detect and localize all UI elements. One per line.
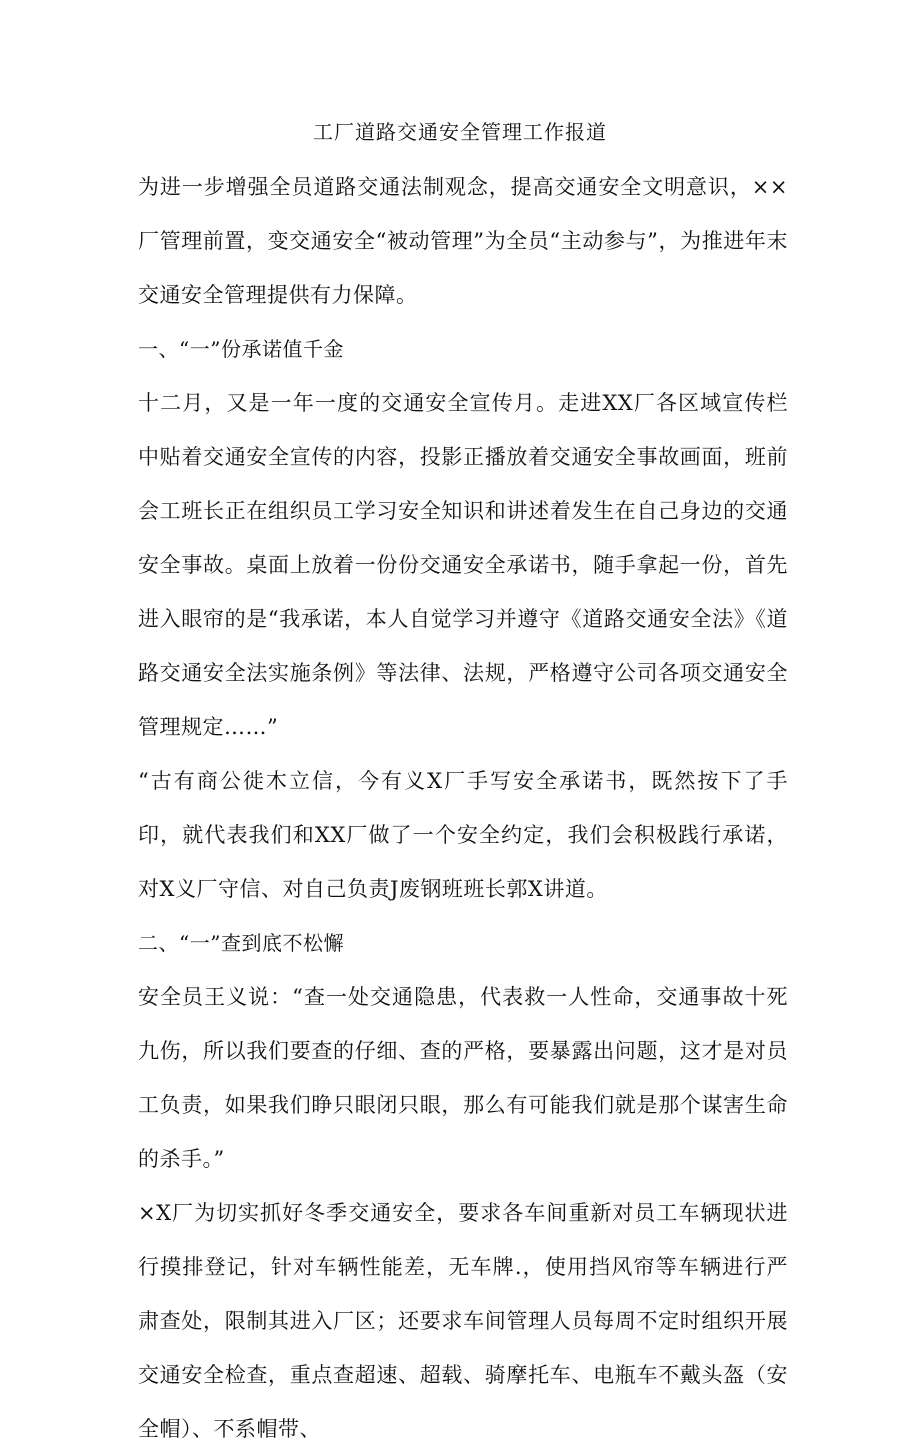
document-title: 工厂道路交通安全管理工作报道: [313, 120, 607, 144]
paragraph-section2-body: ×X厂为切实抓好冬季交通安全，要求各车间重新对员工车辆现状进行摸排登记，针对车辆性能差，无车牌.，使用挡风帘等车辆进行严肃查处，限制其进入厂区；还要求车间管理人员每周不定时组织开展交通安全检查，重点查超速、超载、骑摩托车、电瓶车不戴头盔（安全帽）、不系帽带、: [138, 1201, 788, 1441]
section-heading-1: 一、“一”份承诺值千金: [138, 337, 344, 361]
paragraph-section1-quote: “古有商公徙木立信，今有义X厂手写安全承诺书，既然按下了手印，就代表我们和XX厂做了一个安全约定，我们会积极践行承诺，对X义厂守信、对自己负责J废钢班班长郭X讲道。: [138, 769, 788, 901]
paragraph-section1-body: 十二月，又是一年一度的交通安全宣传月。走进XX厂各区域宣传栏中贴着交通安全宣传的内容，投影正播放着交通安全事故画面，班前会工班长正在组织员工学习安全知识和讲述着发生在自己身边的交通安全事故。桌面上放着一份份交通安全承诺书，随手拿起一份，首先进入眼帘的是“我承诺，本人自觉学习并遵守《道路交通安全法》《道路交通安全法实施条例》等法律、法规，严格遵守公司各项交通安全管理规定……”: [138, 391, 788, 739]
section-heading-2: 二、“一”查到底不松懈: [138, 931, 344, 955]
paragraph-intro: 为进一步增强全员道路交通法制观念，提高交通安全文明意识，××厂管理前置，变交通安全“被动管理”为全员“主动参与”，为推进年末交通安全管理提供有力保障。: [138, 175, 788, 307]
document-body: [138, 160, 788, 1456]
paragraph-section2-quote: 安全员王义说：“查一处交通隐患，代表救一人性命，交通事故十死九伤，所以我们要查的仔细、查的严格，要暴露出问题，这才是对员工负责，如果我们睁只眼闭只眼，那么有可能我们就是那个谋害生命的杀手。”: [138, 985, 788, 1171]
